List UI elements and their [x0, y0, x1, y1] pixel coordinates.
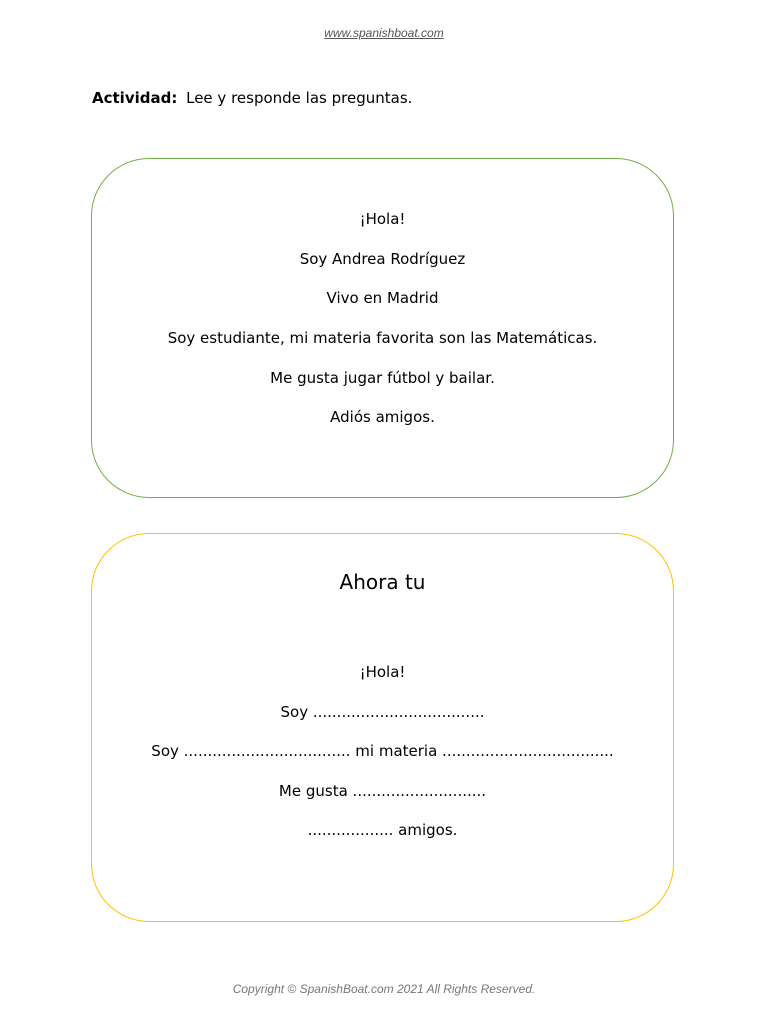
- website-link[interactable]: www.spanishboat.com: [324, 26, 444, 40]
- practice-line-subject-blank: Soy ................................... mi materia ....................................: [151, 742, 614, 760]
- practice-box: [91, 533, 674, 922]
- practice-line-greeting: ¡Hola!: [359, 663, 406, 681]
- reading-line-subject: Soy estudiante, mi materia favorita son las Matemáticas.: [167, 329, 598, 347]
- reading-line-greeting: ¡Hola!: [359, 210, 406, 228]
- practice-line-likes-blank: Me gusta ............................: [278, 782, 487, 800]
- practice-title: Ahora tu: [339, 570, 426, 594]
- reading-line-hobbies: Me gusta jugar fútbol y bailar.: [270, 369, 495, 387]
- activity-text: Lee y responde las preguntas.: [186, 89, 413, 107]
- reading-box: [91, 158, 674, 498]
- reading-line-city: Vivo en Madrid: [326, 289, 439, 307]
- practice-line-farewell-blank: .................. amigos.: [307, 821, 458, 839]
- activity-label: Actividad:: [92, 89, 178, 107]
- reading-line-farewell: Adiós amigos.: [330, 408, 435, 426]
- reading-line-name: Soy Andrea Rodríguez: [299, 250, 466, 268]
- practice-line-name-blank: Soy ....................................: [280, 703, 485, 721]
- activity-instruction: [92, 89, 412, 107]
- copyright-footer: Copyright © SpanishBoat.com 2021 All Rights Reserved.: [232, 982, 536, 996]
